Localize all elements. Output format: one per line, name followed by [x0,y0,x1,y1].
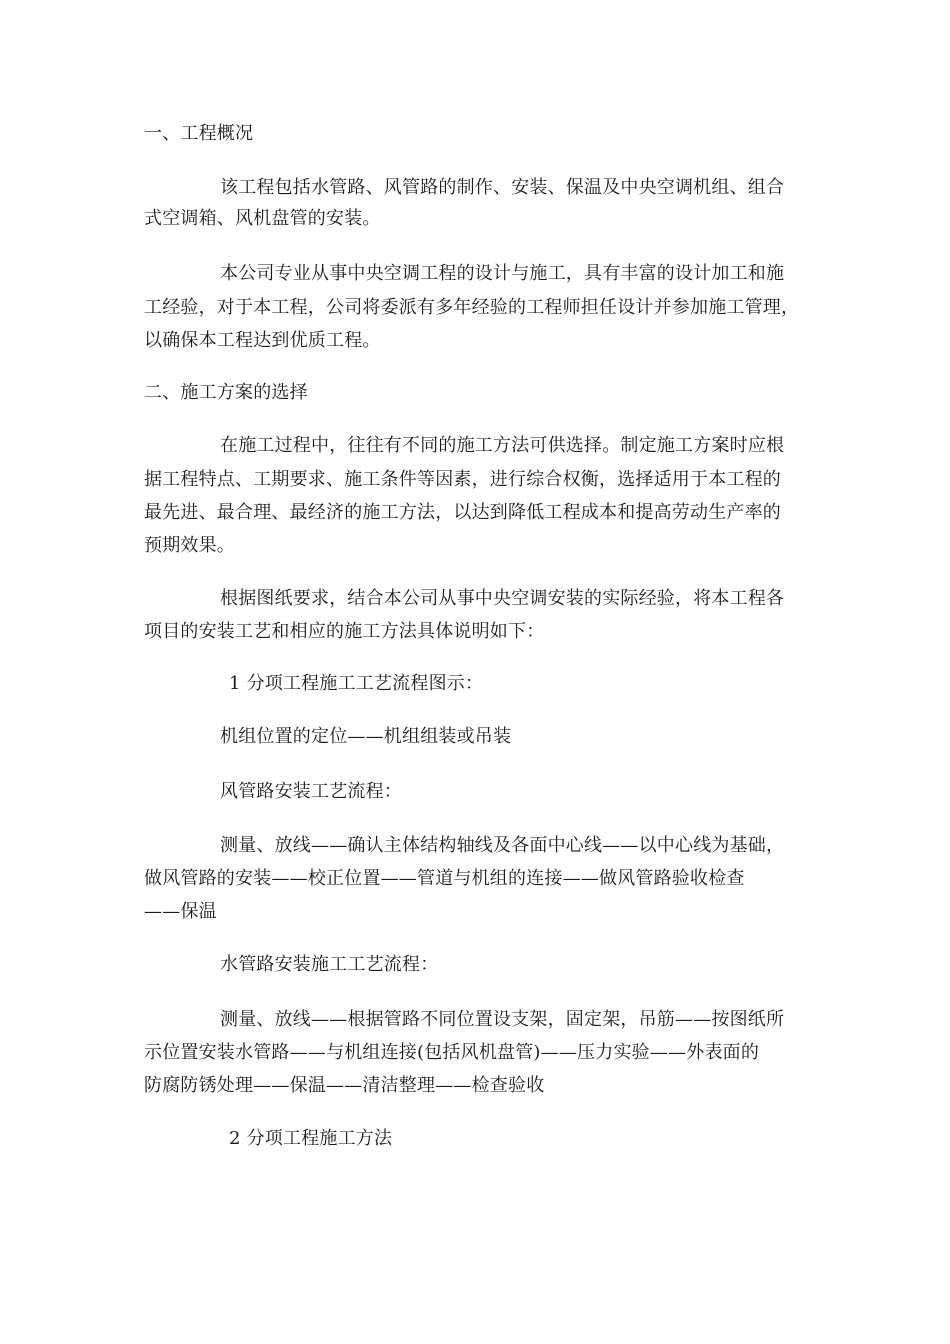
paragraph-2-line-3: 以确保本工程达到优质工程。 [144,330,381,351]
section-heading-2: 二、施工方案的选择 [144,382,308,403]
paragraph-3-line-2: 据工程特点、工期要求、施工条件等因素，进行综合权衡，选择适用于本工程的 [144,469,781,490]
section-heading-1: 一、工程概况 [144,123,254,144]
water-pipe-flow-title: 水管路安装施工工艺流程： [220,954,439,975]
paragraph-3-line-4: 预期效果。 [144,535,235,556]
air-duct-flow-line-3: ——保温 [144,901,217,922]
paragraph-3-line-3: 最先进、最合理、最经济的施工方法，以达到降低工程成本和提高劳动生产率的 [144,502,781,523]
air-duct-flow-line-1: 测量、放线——确认主体结构轴线及各面中心线——以中心线为基础， [220,835,785,856]
subsection-heading-2: 2 分项工程施工方法 [229,1128,393,1149]
water-pipe-flow-line-1: 测量、放线——根据管路不同位置设支架，固定架，吊筋——按图纸所 [220,1009,785,1030]
paragraph-1-line-2: 式空调箱、风机盘管的安装。 [144,208,381,229]
air-duct-flow-title: 风管路安装工艺流程： [220,781,402,802]
paragraph-1-line-1: 该工程包括水管路、风管路的制作、安装、保温及中央空调机组、组合 [220,177,785,198]
water-pipe-flow-line-3: 防腐防锈处理——保温——清洁整理——检查验收 [144,1075,545,1096]
paragraph-4-line-1: 根据图纸要求，结合本公司从事中央空调安装的实际经验，将本工程各 [220,588,785,609]
paragraph-4-line-2: 项目的安装工艺和相应的施工方法具体说明如下： [144,621,545,642]
paragraph-2-line-1: 本公司专业从事中央空调工程的设计与施工，具有丰富的设计加工和施 [220,263,785,284]
water-pipe-flow-line-2: 示位置安装水管路——与机组连接(包括风机盘管)——压力实验——外表面的 [144,1042,760,1063]
subsection-heading-1: 1 分项工程施工工艺流程图示： [229,673,484,694]
air-duct-flow-line-2: 做风管路的安装——校正位置——管道与机组的连接——做风管路验收检查 [144,868,745,889]
paragraph-2-line-2: 工经验，对于本工程，公司将委派有多年经验的工程师担任设计并参加施工管理， [144,297,800,318]
unit-flow-text: 机组位置的定位——机组组装或吊装 [220,726,512,747]
paragraph-3-line-1: 在施工过程中，往往有不同的施工方法可供选择。制定施工方案时应根 [220,435,785,456]
